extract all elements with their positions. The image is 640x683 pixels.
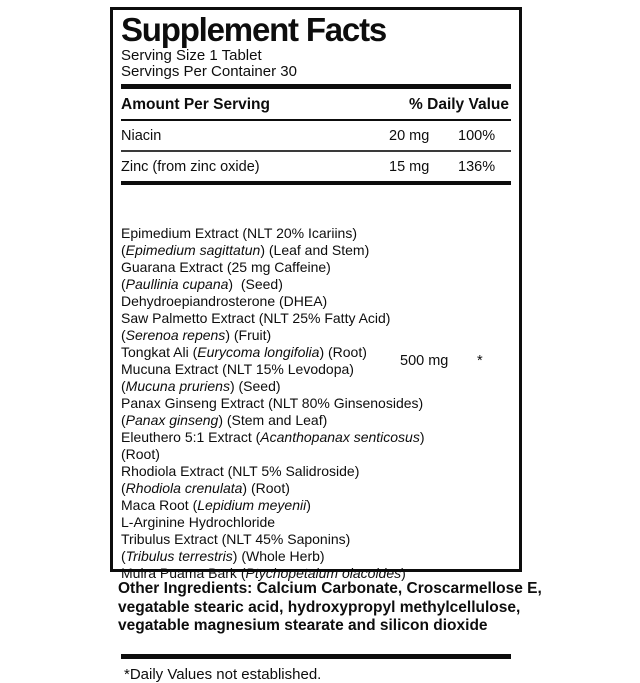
nutrient-name: Zinc (from zinc oxide)	[121, 158, 260, 175]
nutrient-dv: 136%	[458, 158, 496, 175]
nutrient-row-niacin	[121, 121, 511, 150]
blend-dv-asterisk: *	[477, 353, 483, 369]
other-ingredients-line: vegatable stearic acid, hydroxypropyl methylcellulose,	[118, 598, 521, 616]
other-ingredients-line: Other Ingredients: Calcium Carbonate, Croscarmellose E,	[118, 580, 542, 597]
blend-line: Tongkat Ali (Eurycoma longifolia) (Root)	[121, 344, 367, 360]
blend-line: Eleuthero 5:1 Extract (Acanthopanax senticosus)	[121, 429, 425, 445]
daily-value-footnote: *Daily Values not established.	[124, 665, 322, 683]
blend-line: Rhodiola Extract (NLT 5% Salidroside)	[121, 463, 360, 479]
blend-line: (Rhodiola crenulata) (Root)	[121, 480, 290, 496]
serving-size: Serving Size 1 Tablet	[121, 47, 262, 64]
blend-line: (Serenoa repens) (Fruit)	[121, 327, 272, 343]
amount-per-serving-header: Amount Per Serving	[121, 95, 270, 113]
nutrient-amount: 15 mg	[389, 158, 430, 175]
servings-per-container: Servings Per Container 30	[121, 62, 297, 80]
blend-line: L-Arginine Hydrochloride	[121, 514, 276, 530]
blend-line: (Panax ginseng) (Stem and Leaf)	[121, 412, 328, 428]
blend-lines	[121, 225, 511, 582]
blend-line: Muira Puama Bark (Ptychopetalum olacoides)	[121, 565, 406, 581]
blend-line: (Paullinia cupana) (Seed)	[121, 276, 283, 292]
blend-line: (Epimedium sagittatun) (Leaf and Stem)	[121, 242, 370, 258]
blend-line: Epimedium Extract (NLT 20% Icariins)	[121, 225, 357, 241]
nutrient-row-zinc	[121, 152, 511, 181]
nutrient-amount: 20 mg	[389, 128, 430, 144]
blend-line: Tribulus Extract (NLT 45% Saponins)	[121, 531, 351, 547]
other-ingredients-block	[118, 580, 578, 636]
blend-line: Guarana Extract (25 mg Caffeine)	[121, 259, 331, 275]
blend-line: (Mucuna pruriens) (Seed)	[121, 378, 281, 394]
column-header-row	[121, 89, 511, 119]
panel-title: Supplement Facts	[121, 11, 387, 48]
blend-line: Saw Palmetto Extract (NLT 25% Fatty Acid)	[121, 310, 391, 326]
blend-line: Maca Root (Lepidium meyenii)	[121, 497, 311, 513]
blend-line: Dehydroepiandrosterone (DHEA)	[121, 293, 328, 309]
blend-line: (Root)	[121, 446, 160, 462]
blend-amount: 500 mg	[400, 353, 449, 369]
other-ingredients-line: vegatable magnesium stearate and silicon dioxide	[118, 617, 488, 634]
blend-line: Panax Ginseng Extract (NLT 80% Ginsenosides)	[121, 395, 424, 411]
daily-value-header: % Daily Value	[409, 95, 509, 113]
nutrient-dv: 100%	[458, 128, 496, 144]
blend-line: (Tribulus terrestris) (Whole Herb)	[121, 548, 325, 564]
nutrient-name: Niacin	[121, 128, 162, 144]
blend-line: Mucuna Extract (NLT 15% Levodopa)	[121, 361, 354, 377]
